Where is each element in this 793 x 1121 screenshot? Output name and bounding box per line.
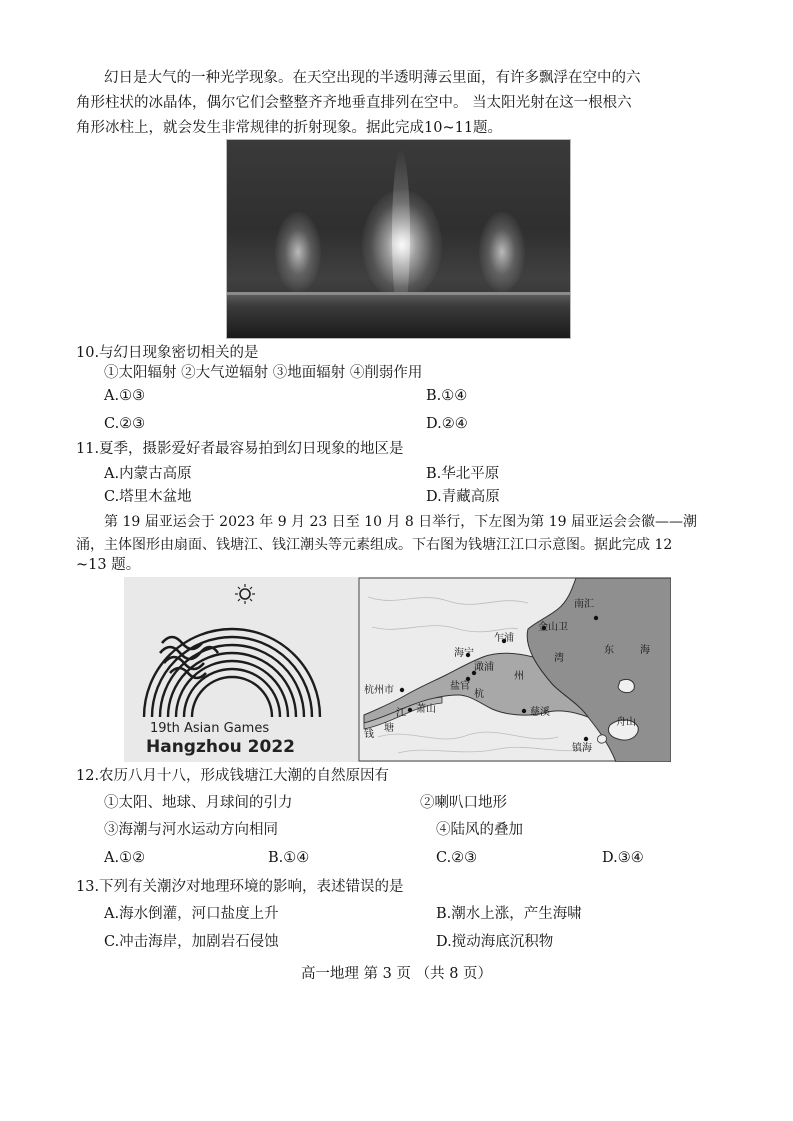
question-12-item: ①太阳、地球、月球间的引力 [104, 795, 293, 811]
option-c: C.②③ [436, 850, 478, 866]
map-label-zhenhai: 镇海 [572, 743, 592, 754]
intro-paragraph-line: 角形柱状的冰晶体，偶尔它们会整整齐齐地垂直排列在空中。 当太阳光射在这一根根六 [76, 95, 632, 111]
option-b: B.潮水上涨，产生海啸 [436, 906, 582, 922]
qiantang-estuary-map [358, 577, 671, 762]
intro-paragraph-line: 涌，主体图形由扇面、钱塘江、钱江潮头等元素组成。下右图为钱塘江江口示意图。据此完成 12 [76, 537, 673, 553]
map-label-tang: 塘 [384, 723, 394, 734]
map-label-ganpu: 澉浦 [474, 662, 494, 673]
option-c: C.②③ [104, 416, 146, 432]
map-label-dong: 东 [604, 645, 614, 656]
map-graphic [358, 577, 671, 762]
map-label-hang: 杭 [474, 689, 484, 700]
option-d: D.③④ [602, 850, 644, 866]
map-label-nanhui: 南汇 [574, 599, 594, 610]
emblem-caption-line2: Hangzhou 2022 [146, 737, 295, 757]
page-footer: 高一地理 第 3 页 （共 8 页） [300, 966, 493, 982]
question-12-item: ②喇叭口地形 [420, 795, 507, 811]
option-d: D.②④ [426, 416, 468, 432]
option-d: D.搅动海底沉积物 [436, 934, 554, 950]
intro-paragraph-line: 幻日是大气的一种光学现象。在天空出现的半透明薄云里面，有许多飘浮在空中的六 [104, 70, 641, 86]
map-label-qian: 钱 [364, 729, 374, 740]
emblem-graphic [124, 577, 358, 762]
intro-paragraph-line: 角形冰柱上，就会发生非常规律的折射现象。据此完成10~11题。 [76, 120, 503, 136]
option-a: A.①② [104, 850, 146, 866]
parhelion-photo [226, 139, 571, 339]
question-12-item: ③海潮与河水运动方向相同 [104, 822, 278, 838]
intro-paragraph-line: 第 19 届亚运会于 2023 年 9 月 23 日至 10 月 8 日举行，下左图为第 19 届亚运会会徽——潮 [104, 514, 698, 530]
question-10-stem: 10.与幻日现象密切相关的是 [76, 345, 259, 361]
map-label-wan: 湾 [554, 653, 564, 664]
intro-paragraph-line: ~13 题。 [76, 557, 141, 573]
map-label-cixi: 慈溪 [530, 707, 550, 718]
option-c: C.塔里木盆地 [104, 489, 192, 505]
option-b: B.①④ [268, 850, 310, 866]
option-b: B.华北平原 [426, 466, 500, 482]
option-a: A.内蒙古高原 [104, 466, 192, 482]
map-label-zhoushan: 舟山 [616, 717, 636, 728]
option-b: B.①④ [426, 388, 468, 404]
question-11-stem: 11.夏季，摄影爱好者最容易拍到幻日现象的地区是 [76, 441, 404, 457]
emblem-caption-line1: 19th Asian Games [150, 721, 270, 736]
option-c: C.冲击海岸，加剧岩石侵蚀 [104, 934, 279, 950]
option-a: A.①③ [104, 388, 146, 404]
question-12-stem: 12.农历八月十八，形成钱塘江大潮的自然原因有 [76, 768, 390, 784]
map-label-zhapu: 乍浦 [494, 633, 514, 644]
map-label-jiang: 江 [396, 708, 406, 719]
map-label-hangzhou-city: 杭州市 [364, 685, 394, 696]
option-a: A.海水倒灌，河口盐度上升 [104, 906, 279, 922]
map-label-jinshanwei: 金山卫 [538, 622, 568, 633]
question-10-items: ①太阳辐射 ②大气逆辐射 ③地面辐射 ④削弱作用 [104, 365, 423, 381]
map-label-hai: 海 [640, 645, 650, 656]
option-d: D.青藏高原 [426, 489, 500, 505]
map-label-xiaoshan: 萧山 [416, 704, 436, 715]
question-12-item: ④陆风的叠加 [436, 822, 523, 838]
question-13-stem: 13.下列有关潮汐对地理环境的影响，表述错误的是 [76, 879, 404, 895]
map-label-haining: 海宁 [454, 648, 474, 659]
map-label-zhou: 州 [514, 671, 524, 682]
sun-icon [240, 589, 250, 599]
map-label-yanguan: 盐官 [450, 681, 470, 692]
asian-games-emblem [124, 577, 358, 762]
